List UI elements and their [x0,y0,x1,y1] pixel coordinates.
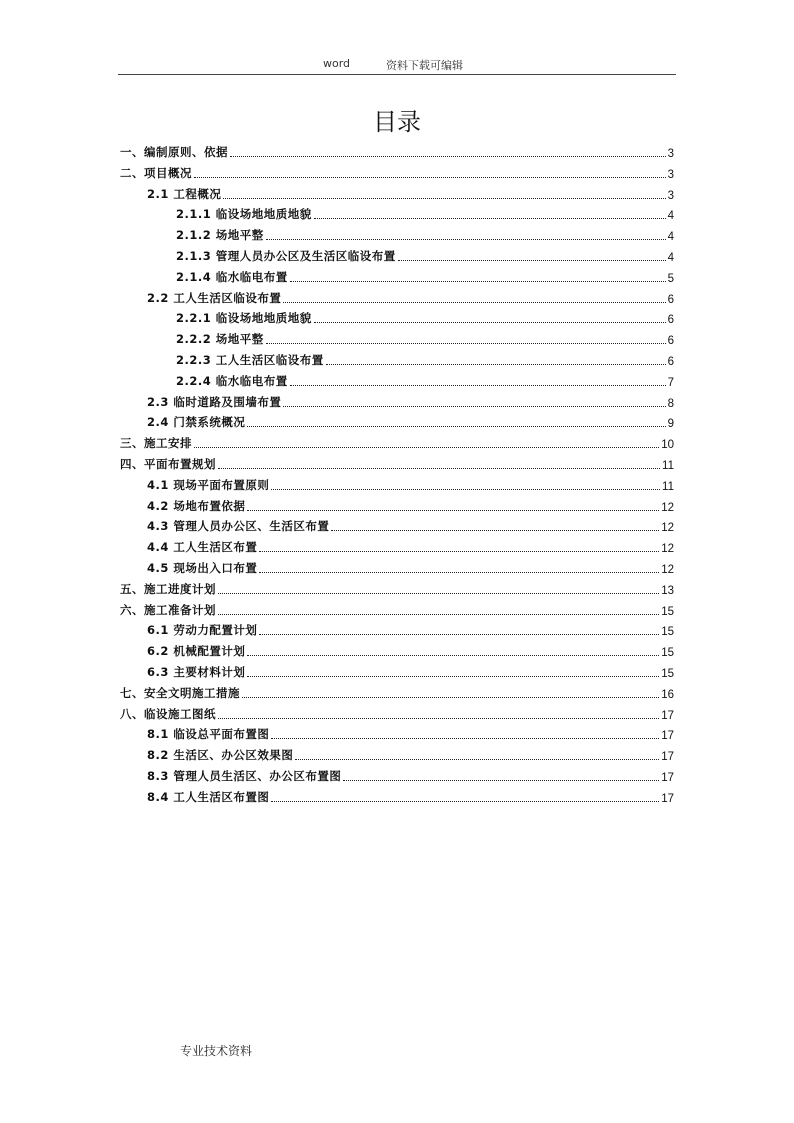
toc-entry-title: 2.1.4 临水临电布置 [176,269,288,284]
toc-dot-leader [259,550,659,552]
toc-dot-leader [331,529,659,531]
toc-page-number: 16 [661,688,674,701]
toc-entry-title: 8.3 管理人员生活区、办公区布置图 [147,769,342,783]
toc-dot-leader [398,259,666,261]
toc-dot-leader [242,696,659,698]
toc-entry[interactable] [147,410,674,430]
toc-dot-leader [230,155,666,157]
toc-entry[interactable] [147,785,674,805]
toc-entry-title: 2.4 门禁系统概况 [147,415,246,430]
toc-page-number: 9 [667,418,674,431]
toc-entry-title: 二、项目概况 [120,165,192,180]
toc-entry[interactable] [147,764,674,784]
toc-dot-leader [218,613,659,615]
toc-page-number: 4 [667,210,674,223]
toc-dot-leader [218,467,660,469]
toc-dot-leader [194,446,659,448]
toc-page-number: 6 [667,293,674,306]
toc-dot-leader [326,363,666,365]
toc-entry-title: 六、施工准备计划 [120,602,216,617]
toc-page-number: 12 [661,564,674,576]
toc-dot-leader [223,197,665,199]
toc-page-number: 7 [667,376,674,389]
toc-entry-title: 2.2.1 临设场地地质地貌 [176,311,312,326]
toc-page-number: 4 [667,231,674,244]
toc-entry-title: 2.2 工人生活区临设布置 [147,290,282,305]
toc-entry-title: 2.2.3 工人生活区临设布置 [176,353,324,367]
toc-entry[interactable] [147,473,674,493]
toc-page-number: 6 [667,356,674,368]
toc-entry-title: 七、安全文明施工措施 [120,685,240,700]
toc-entry-title: 2.2.4 临水临电布置 [176,373,288,388]
toc-dot-leader [218,592,659,594]
toc-entry-title: 2.1.2 场地平整 [176,228,264,243]
toc-entry[interactable] [120,431,674,451]
toc-entry-title: 2.1.3 管理人员办公区及生活区临设布置 [176,249,396,263]
toc-dot-leader [218,717,659,719]
toc-dot-leader [295,758,659,760]
toc-entry-title: 6.2 机械配置计划 [147,644,246,659]
toc-entry[interactable] [176,244,674,264]
toc-entry-title: 2.1 工程概况 [147,186,222,201]
toc-entry[interactable] [120,161,674,181]
toc-dot-leader [283,301,665,303]
toc-dot-leader [266,342,666,344]
toc-entry[interactable] [120,140,674,160]
toc-page-number: 15 [661,647,674,660]
toc-page-number: 4 [667,252,674,264]
toc-entry-title: 8.4 工人生活区布置图 [147,789,270,804]
toc-dot-leader [271,488,660,490]
toc-entry[interactable] [176,223,674,243]
toc-page-number: 12 [661,522,674,535]
toc-entry[interactable] [147,514,674,534]
toc-entry-title: 八、临设施工图纸 [120,706,216,721]
toc-dot-leader [247,425,665,427]
page-footer: 专业技术资料 [180,1044,253,1058]
toc-dot-leader [290,384,666,386]
toc-page-number: 15 [661,668,674,680]
toc-entry-title: 4.2 场地布置依据 [147,498,246,513]
toc-entry[interactable] [147,535,674,555]
toc-dot-leader [259,571,659,573]
toc-page-number: 6 [667,314,674,327]
toc-page-number: 3 [667,168,674,181]
toc-page-number: 12 [661,543,674,556]
toc-entry[interactable] [147,390,674,410]
toc-page-number: 3 [667,148,674,160]
toc-entry[interactable] [147,286,674,306]
toc-entry[interactable] [120,577,674,597]
toc-page-number: 17 [661,709,674,722]
toc-dot-leader [259,633,659,635]
toc-entry-title: 6.1 劳动力配置计划 [147,623,258,638]
toc-page-number: 17 [661,751,674,764]
toc-entry[interactable] [147,660,674,680]
toc-entry-title: 2.1.1 临设场地地质地貌 [176,207,312,222]
toc-entry-title: 2.3 临时道路及围墙布置 [147,394,282,409]
toc-page-number: 8 [667,397,674,410]
toc-dot-leader [247,509,659,511]
toc-dot-leader [194,176,666,178]
toc-page-number: 10 [661,439,674,452]
toc-page-number: 15 [661,605,674,618]
toc-entry[interactable] [147,722,674,742]
toc-entry-title: 一、编制原则、依据 [120,145,228,159]
toc-entry[interactable] [120,681,674,701]
toc-page-number: 13 [661,584,674,597]
toc-dot-leader [247,654,659,656]
toc-entry[interactable] [120,702,674,722]
toc-entry-title: 4.3 管理人员办公区、生活区布置 [147,519,330,534]
toc-entry[interactable] [120,452,674,472]
toc-entry-title: 4.5 现场出入口布置 [147,561,258,575]
toc-entry-title: 6.3 主要材料计划 [147,665,246,679]
toc-page-number: 17 [661,730,674,743]
toc-entry-title: 8.2 生活区、办公区效果图 [147,748,294,763]
toc-page-number: 3 [667,189,674,202]
toc-entry-title: 三、施工安排 [120,436,192,451]
toc-page-number: 12 [661,501,674,514]
toc-entry[interactable] [147,556,674,576]
toc-entry[interactable] [176,348,674,368]
toc-entry[interactable] [176,202,674,222]
toc-entry-title: 4.4 工人生活区布置 [147,540,258,555]
header-text: 资料下载可编辑 [386,59,463,72]
toc-entry-title: 8.1 临设总平面布置图 [147,727,270,742]
toc-entry[interactable] [176,327,674,347]
toc-page-number: 11 [662,460,674,472]
toc-page-number: 15 [661,626,674,639]
toc-dot-leader [266,238,666,240]
toc-entry-title: 2.2.2 场地平整 [176,332,264,347]
toc-dot-leader [314,217,666,219]
toc-dot-leader [290,280,666,282]
toc-dot-leader [271,800,659,802]
toc-entry-title: 五、施工进度计划 [120,581,216,596]
toc-page-number: 17 [661,792,674,805]
toc-entry-title: 4.1 现场平面布置原则 [147,477,270,492]
header-word: word [323,57,351,70]
toc-dot-leader [314,321,666,323]
toc-dot-leader [271,737,659,739]
toc-entry[interactable] [147,494,674,514]
toc-dot-leader [247,675,659,677]
toc-dot-leader [343,779,659,781]
toc-entry[interactable] [176,265,674,285]
page-title: 目录 [373,108,421,136]
toc-entry[interactable] [176,306,674,326]
header-rule [118,74,676,75]
toc-page-number: 11 [662,480,674,493]
toc-page-number: 6 [667,335,674,348]
toc-entry[interactable] [147,639,674,659]
toc-entry[interactable] [120,598,674,618]
toc-entry[interactable] [147,182,674,202]
toc-entry[interactable] [176,369,674,389]
toc-page-number: 5 [667,272,674,285]
page-header [118,57,676,73]
toc-dot-leader [283,405,665,407]
toc-page-number: 17 [661,772,674,784]
toc-entry[interactable] [147,618,674,638]
toc-entry-title: 四、平面布置规划 [120,457,216,471]
toc-entry[interactable] [147,743,674,763]
